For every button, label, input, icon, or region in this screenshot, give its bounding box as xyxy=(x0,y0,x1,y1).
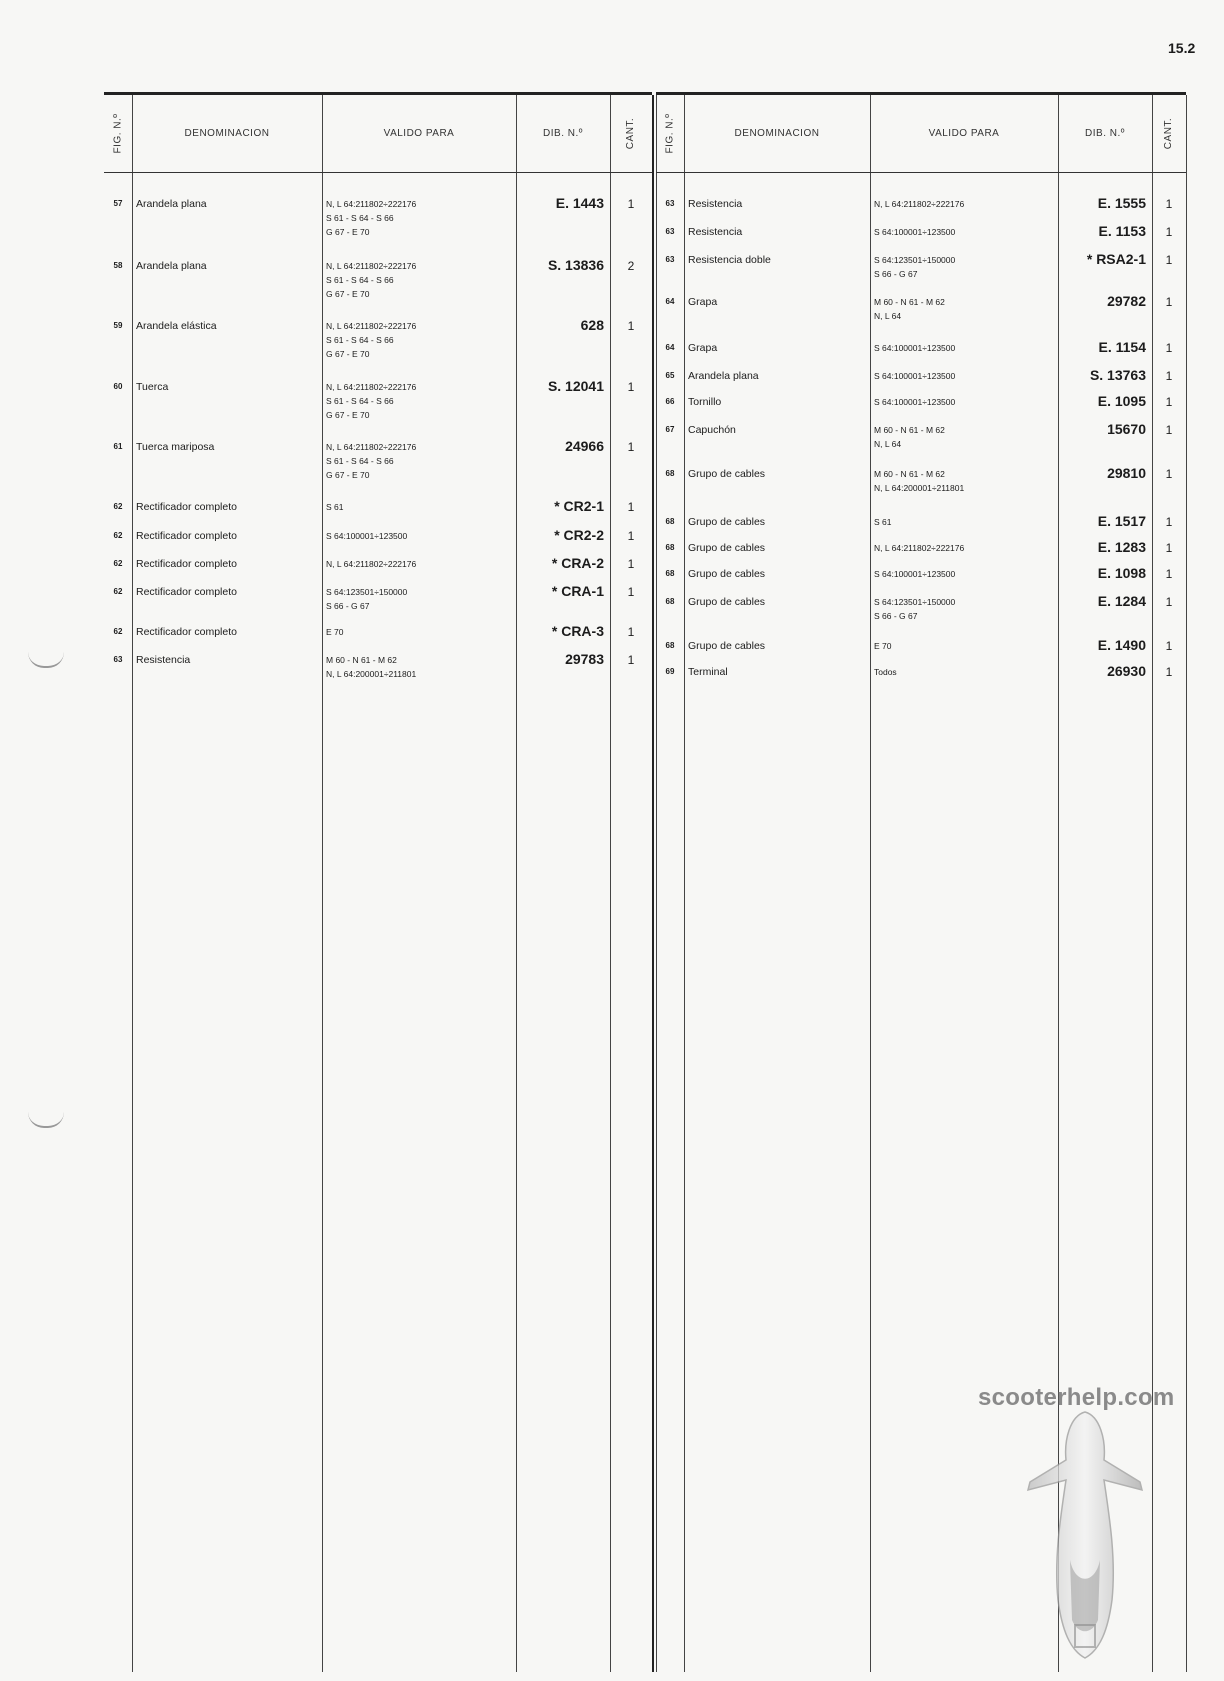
cell-dib: 29783 xyxy=(565,651,604,667)
cell-dib: * CRA-1 xyxy=(551,583,604,599)
valid-line: M 60 - N 61 - M 62 xyxy=(874,425,945,435)
cell-cant: 1 xyxy=(1165,253,1173,267)
cell-fig: 63 xyxy=(113,655,123,664)
cell-val xyxy=(326,500,510,514)
left-table-edge xyxy=(652,95,654,1672)
cell-dib: S. 12041 xyxy=(547,378,604,394)
cell-den: Grapa xyxy=(688,342,718,354)
cell-val xyxy=(874,197,1052,211)
right-column-divider xyxy=(870,95,871,1672)
right-column-divider xyxy=(1152,95,1153,1672)
left-column-divider xyxy=(132,95,133,1672)
cell-val xyxy=(874,515,1052,529)
valid-line: G 67 - E 70 xyxy=(326,349,370,359)
cell-den: Arandela plana xyxy=(688,370,759,382)
valid-line: S 64:100001÷123500 xyxy=(874,343,956,353)
left-column-divider xyxy=(516,95,517,1672)
header-val xyxy=(870,95,1058,172)
header-den xyxy=(684,95,870,172)
cell-val xyxy=(874,639,1052,653)
cell-dib: * RSA2-1 xyxy=(1086,251,1146,267)
cell-fig: 68 xyxy=(665,597,675,606)
header-fig-label: FIG. N.º xyxy=(664,113,676,154)
cell-val xyxy=(874,567,1052,581)
valid-line: S 61 - S 64 - S 66 xyxy=(326,396,394,406)
cell-den: Resistencia xyxy=(688,226,743,238)
cell-fig: 63 xyxy=(665,255,675,264)
cell-fig: 61 xyxy=(113,442,123,451)
cell-fig: 63 xyxy=(665,199,675,208)
cell-den: Arandela elástica xyxy=(136,320,217,332)
page-number: 15.2 xyxy=(1168,40,1196,56)
cell-dib: 15670 xyxy=(1107,421,1146,437)
cell-val xyxy=(326,625,510,639)
cell-val xyxy=(326,380,510,422)
cell-den: Rectificador completo xyxy=(136,586,237,598)
cell-den: Rectificador completo xyxy=(136,626,237,638)
cell-fig: 65 xyxy=(665,371,675,380)
cell-dib: E. 1555 xyxy=(1097,195,1146,211)
valid-line: S 66 - G 67 xyxy=(874,611,918,621)
cell-den: Resistencia xyxy=(136,654,191,666)
cell-dib: 24966 xyxy=(565,438,604,454)
valid-line: S 61 - S 64 - S 66 xyxy=(326,335,394,345)
cell-cant: 1 xyxy=(627,653,635,667)
cell-dib: 628 xyxy=(580,317,604,333)
header-dib xyxy=(1058,95,1152,172)
cell-dib: 29782 xyxy=(1107,293,1146,309)
cell-dib: * CR2-1 xyxy=(554,498,604,514)
cell-cant: 1 xyxy=(627,380,635,394)
right-table-edge xyxy=(1186,95,1187,1672)
cell-fig: 62 xyxy=(113,502,123,511)
binder-hole-mark xyxy=(28,1112,64,1128)
cell-fig: 69 xyxy=(665,667,675,676)
cell-cant: 1 xyxy=(1165,639,1173,653)
header-fig xyxy=(656,95,684,172)
cell-val xyxy=(874,225,1052,239)
cell-val xyxy=(326,197,510,239)
cell-den: Arandela plana xyxy=(136,198,207,210)
cell-fig: 58 xyxy=(113,261,123,270)
cell-fig: 62 xyxy=(113,587,123,596)
cell-dib: E. 1098 xyxy=(1097,565,1146,581)
cell-fig: 57 xyxy=(113,199,123,208)
valid-line: G 67 - E 70 xyxy=(326,289,370,299)
cell-cant: 1 xyxy=(1165,341,1173,355)
valid-line: S 61 - S 64 - S 66 xyxy=(326,275,394,285)
cell-dib: S. 13763 xyxy=(1089,367,1146,383)
header-cant-label: CANT. xyxy=(625,117,637,150)
cell-cant: 1 xyxy=(1165,567,1173,581)
cell-den: Tuerca xyxy=(136,381,169,393)
cell-cant: 1 xyxy=(1165,665,1173,679)
valid-line: S 66 - G 67 xyxy=(326,601,370,611)
cell-dib: E. 1095 xyxy=(1097,393,1146,409)
cell-val xyxy=(874,467,1052,495)
cell-val xyxy=(326,653,510,681)
cell-den: Arandela plana xyxy=(136,260,207,272)
header-dib-label: DIB. N.º xyxy=(1085,128,1125,139)
cell-den: Resistencia xyxy=(688,198,743,210)
left-column-divider xyxy=(322,95,323,1672)
valid-line: S 61 xyxy=(874,517,892,527)
cell-den: Capuchón xyxy=(688,424,736,436)
cell-den: Tuerca mariposa xyxy=(136,441,215,453)
cell-fig: 64 xyxy=(665,297,675,306)
cell-val xyxy=(874,295,1052,323)
cell-den: Grapa xyxy=(688,296,718,308)
cell-val xyxy=(326,259,510,301)
cell-cant: 2 xyxy=(627,259,635,273)
cell-dib: E. 1443 xyxy=(555,195,604,211)
cell-dib: E. 1284 xyxy=(1097,593,1146,609)
cell-fig: 62 xyxy=(113,559,123,568)
cell-val xyxy=(874,665,1052,679)
valid-line: S 64:100001÷123500 xyxy=(874,569,956,579)
cell-val xyxy=(326,557,510,571)
valid-line: S 64:100001÷123500 xyxy=(874,227,956,237)
cell-val xyxy=(874,369,1052,383)
cell-dib: E. 1153 xyxy=(1098,223,1146,239)
cell-fig: 66 xyxy=(665,397,675,406)
valid-line: S 64:100001÷123500 xyxy=(874,397,956,407)
cell-fig: 59 xyxy=(113,321,123,330)
valid-line: N, L 64:200001÷211801 xyxy=(326,669,417,679)
cell-val xyxy=(874,253,1052,281)
cell-dib: 29810 xyxy=(1107,465,1146,481)
binder-hole-mark xyxy=(28,652,64,668)
cell-cant: 1 xyxy=(1165,515,1173,529)
cell-cant: 1 xyxy=(1165,595,1173,609)
cell-cant: 1 xyxy=(627,319,635,333)
cell-cant: 1 xyxy=(627,585,635,599)
cell-cant: 1 xyxy=(1165,541,1173,555)
cell-fig: 60 xyxy=(113,382,123,391)
valid-line: S 66 - G 67 xyxy=(874,269,918,279)
cell-den: Grupo de cables xyxy=(688,596,766,608)
valid-line: M 60 - N 61 - M 62 xyxy=(874,469,945,479)
cell-dib: * CR2-2 xyxy=(554,527,604,543)
cell-cant: 1 xyxy=(1165,295,1173,309)
cell-dib: E. 1490 xyxy=(1097,637,1146,653)
header-den xyxy=(132,95,322,172)
cell-den: Tornillo xyxy=(688,396,722,408)
valid-line: S 61 xyxy=(326,502,344,512)
header-cant xyxy=(610,95,652,172)
valid-line: S 61 - S 64 - S 66 xyxy=(326,456,394,466)
cell-den: Rectificador completo xyxy=(136,501,237,513)
cell-den: Grupo de cables xyxy=(688,516,766,528)
cell-cant: 1 xyxy=(1165,467,1173,481)
valid-line: M 60 - N 61 - M 62 xyxy=(326,655,397,665)
cell-den: Resistencia doble xyxy=(688,254,771,266)
cell-cant: 1 xyxy=(1165,423,1173,437)
valid-line: E 70 xyxy=(326,627,344,637)
cell-cant: 1 xyxy=(627,440,635,454)
cell-cant: 1 xyxy=(1165,225,1173,239)
valid-line: S 64:123501÷150000 xyxy=(326,587,408,597)
cell-dib: 26930 xyxy=(1107,663,1146,679)
valid-line: S 64:100001÷123500 xyxy=(874,371,956,381)
valid-line: S 61 - S 64 - S 66 xyxy=(326,213,394,223)
valid-line: G 67 - E 70 xyxy=(326,227,370,237)
valid-line: N, L 64 xyxy=(874,311,902,321)
cell-fig: 64 xyxy=(665,343,675,352)
right-column-divider xyxy=(684,95,685,1672)
scooter-icon xyxy=(1020,1410,1150,1660)
header-val-label: VALIDO PARA xyxy=(928,128,1000,139)
header-fig-label: FIG. N.º xyxy=(112,113,124,154)
cell-cant: 1 xyxy=(627,557,635,571)
header-dib-label: DIB. N.º xyxy=(543,128,583,139)
cell-val xyxy=(874,395,1052,409)
valid-line: N, L 64:211802÷222176 xyxy=(874,543,965,553)
cell-den: Grupo de cables xyxy=(688,468,766,480)
header-val xyxy=(322,95,516,172)
cell-val xyxy=(326,529,510,543)
valid-line: S 64:123501÷150000 xyxy=(874,255,956,265)
valid-line: N, L 64:211802÷222176 xyxy=(326,321,417,331)
cell-fig: 68 xyxy=(665,543,675,552)
cell-dib: * CRA-2 xyxy=(551,555,604,571)
cell-fig: 68 xyxy=(665,569,675,578)
cell-cant: 1 xyxy=(627,500,635,514)
cell-val xyxy=(326,585,510,613)
cell-val xyxy=(874,541,1052,555)
valid-line: S 64:100001÷123500 xyxy=(326,531,408,541)
cell-den: Rectificador completo xyxy=(136,530,237,542)
cell-fig: 63 xyxy=(665,227,675,236)
header-fig xyxy=(104,95,132,172)
cell-cant: 1 xyxy=(1165,395,1173,409)
cell-cant: 1 xyxy=(1165,197,1173,211)
cell-dib: E. 1517 xyxy=(1097,513,1146,529)
cell-cant: 1 xyxy=(627,529,635,543)
valid-line: N, L 64:211802÷222176 xyxy=(326,199,417,209)
header-den-label: DENOMINACION xyxy=(734,128,820,139)
valid-line: N, L 64:211802÷222176 xyxy=(326,442,417,452)
cell-den: Rectificador completo xyxy=(136,558,237,570)
cell-cant: 1 xyxy=(1165,369,1173,383)
cell-cant: 1 xyxy=(627,625,635,639)
header-den-label: DENOMINACION xyxy=(184,128,270,139)
cell-den: Terminal xyxy=(688,666,728,678)
valid-line: N, L 64:200001÷211801 xyxy=(874,483,965,493)
cell-val xyxy=(874,423,1052,451)
right-header-rule xyxy=(656,172,1186,173)
right-table-edge xyxy=(656,95,657,1672)
watermark-text: scooterhelp.com xyxy=(978,1384,1175,1411)
cell-fig: 68 xyxy=(665,641,675,650)
valid-line: N, L 64:211802÷222176 xyxy=(326,559,417,569)
cell-val xyxy=(326,440,510,482)
cell-fig: 68 xyxy=(665,469,675,478)
cell-den: Grupo de cables xyxy=(688,640,766,652)
left-header-rule xyxy=(104,172,652,173)
valid-line: N, L 64:211802÷222176 xyxy=(326,261,417,271)
valid-line: Todos xyxy=(874,667,897,677)
cell-cant: 1 xyxy=(627,197,635,211)
cell-fig: 62 xyxy=(113,627,123,636)
valid-line: N, L 64:211802÷222176 xyxy=(874,199,965,209)
cell-dib: * CRA-3 xyxy=(551,623,604,639)
valid-line: G 67 - E 70 xyxy=(326,410,370,420)
valid-line: N, L 64:211802÷222176 xyxy=(326,382,417,392)
cell-val xyxy=(326,319,510,361)
cell-fig: 67 xyxy=(665,425,675,434)
header-cant xyxy=(1152,95,1186,172)
cell-den: Grupo de cables xyxy=(688,568,766,580)
header-dib xyxy=(516,95,610,172)
valid-line: E 70 xyxy=(874,641,892,651)
valid-line: M 60 - N 61 - M 62 xyxy=(874,297,945,307)
cell-dib: E. 1154 xyxy=(1098,339,1146,355)
valid-line: N, L 64 xyxy=(874,439,902,449)
valid-line: G 67 - E 70 xyxy=(326,470,370,480)
cell-den: Grupo de cables xyxy=(688,542,766,554)
cell-fig: 62 xyxy=(113,531,123,540)
cell-val xyxy=(874,341,1052,355)
cell-dib: E. 1283 xyxy=(1097,539,1146,555)
cell-dib: S. 13836 xyxy=(547,257,604,273)
header-cant-label: CANT. xyxy=(1163,117,1175,150)
valid-line: S 64:123501÷150000 xyxy=(874,597,956,607)
cell-fig: 68 xyxy=(665,517,675,526)
header-val-label: VALIDO PARA xyxy=(383,128,455,139)
parts-table-left xyxy=(104,92,652,1672)
cell-val xyxy=(874,595,1052,623)
